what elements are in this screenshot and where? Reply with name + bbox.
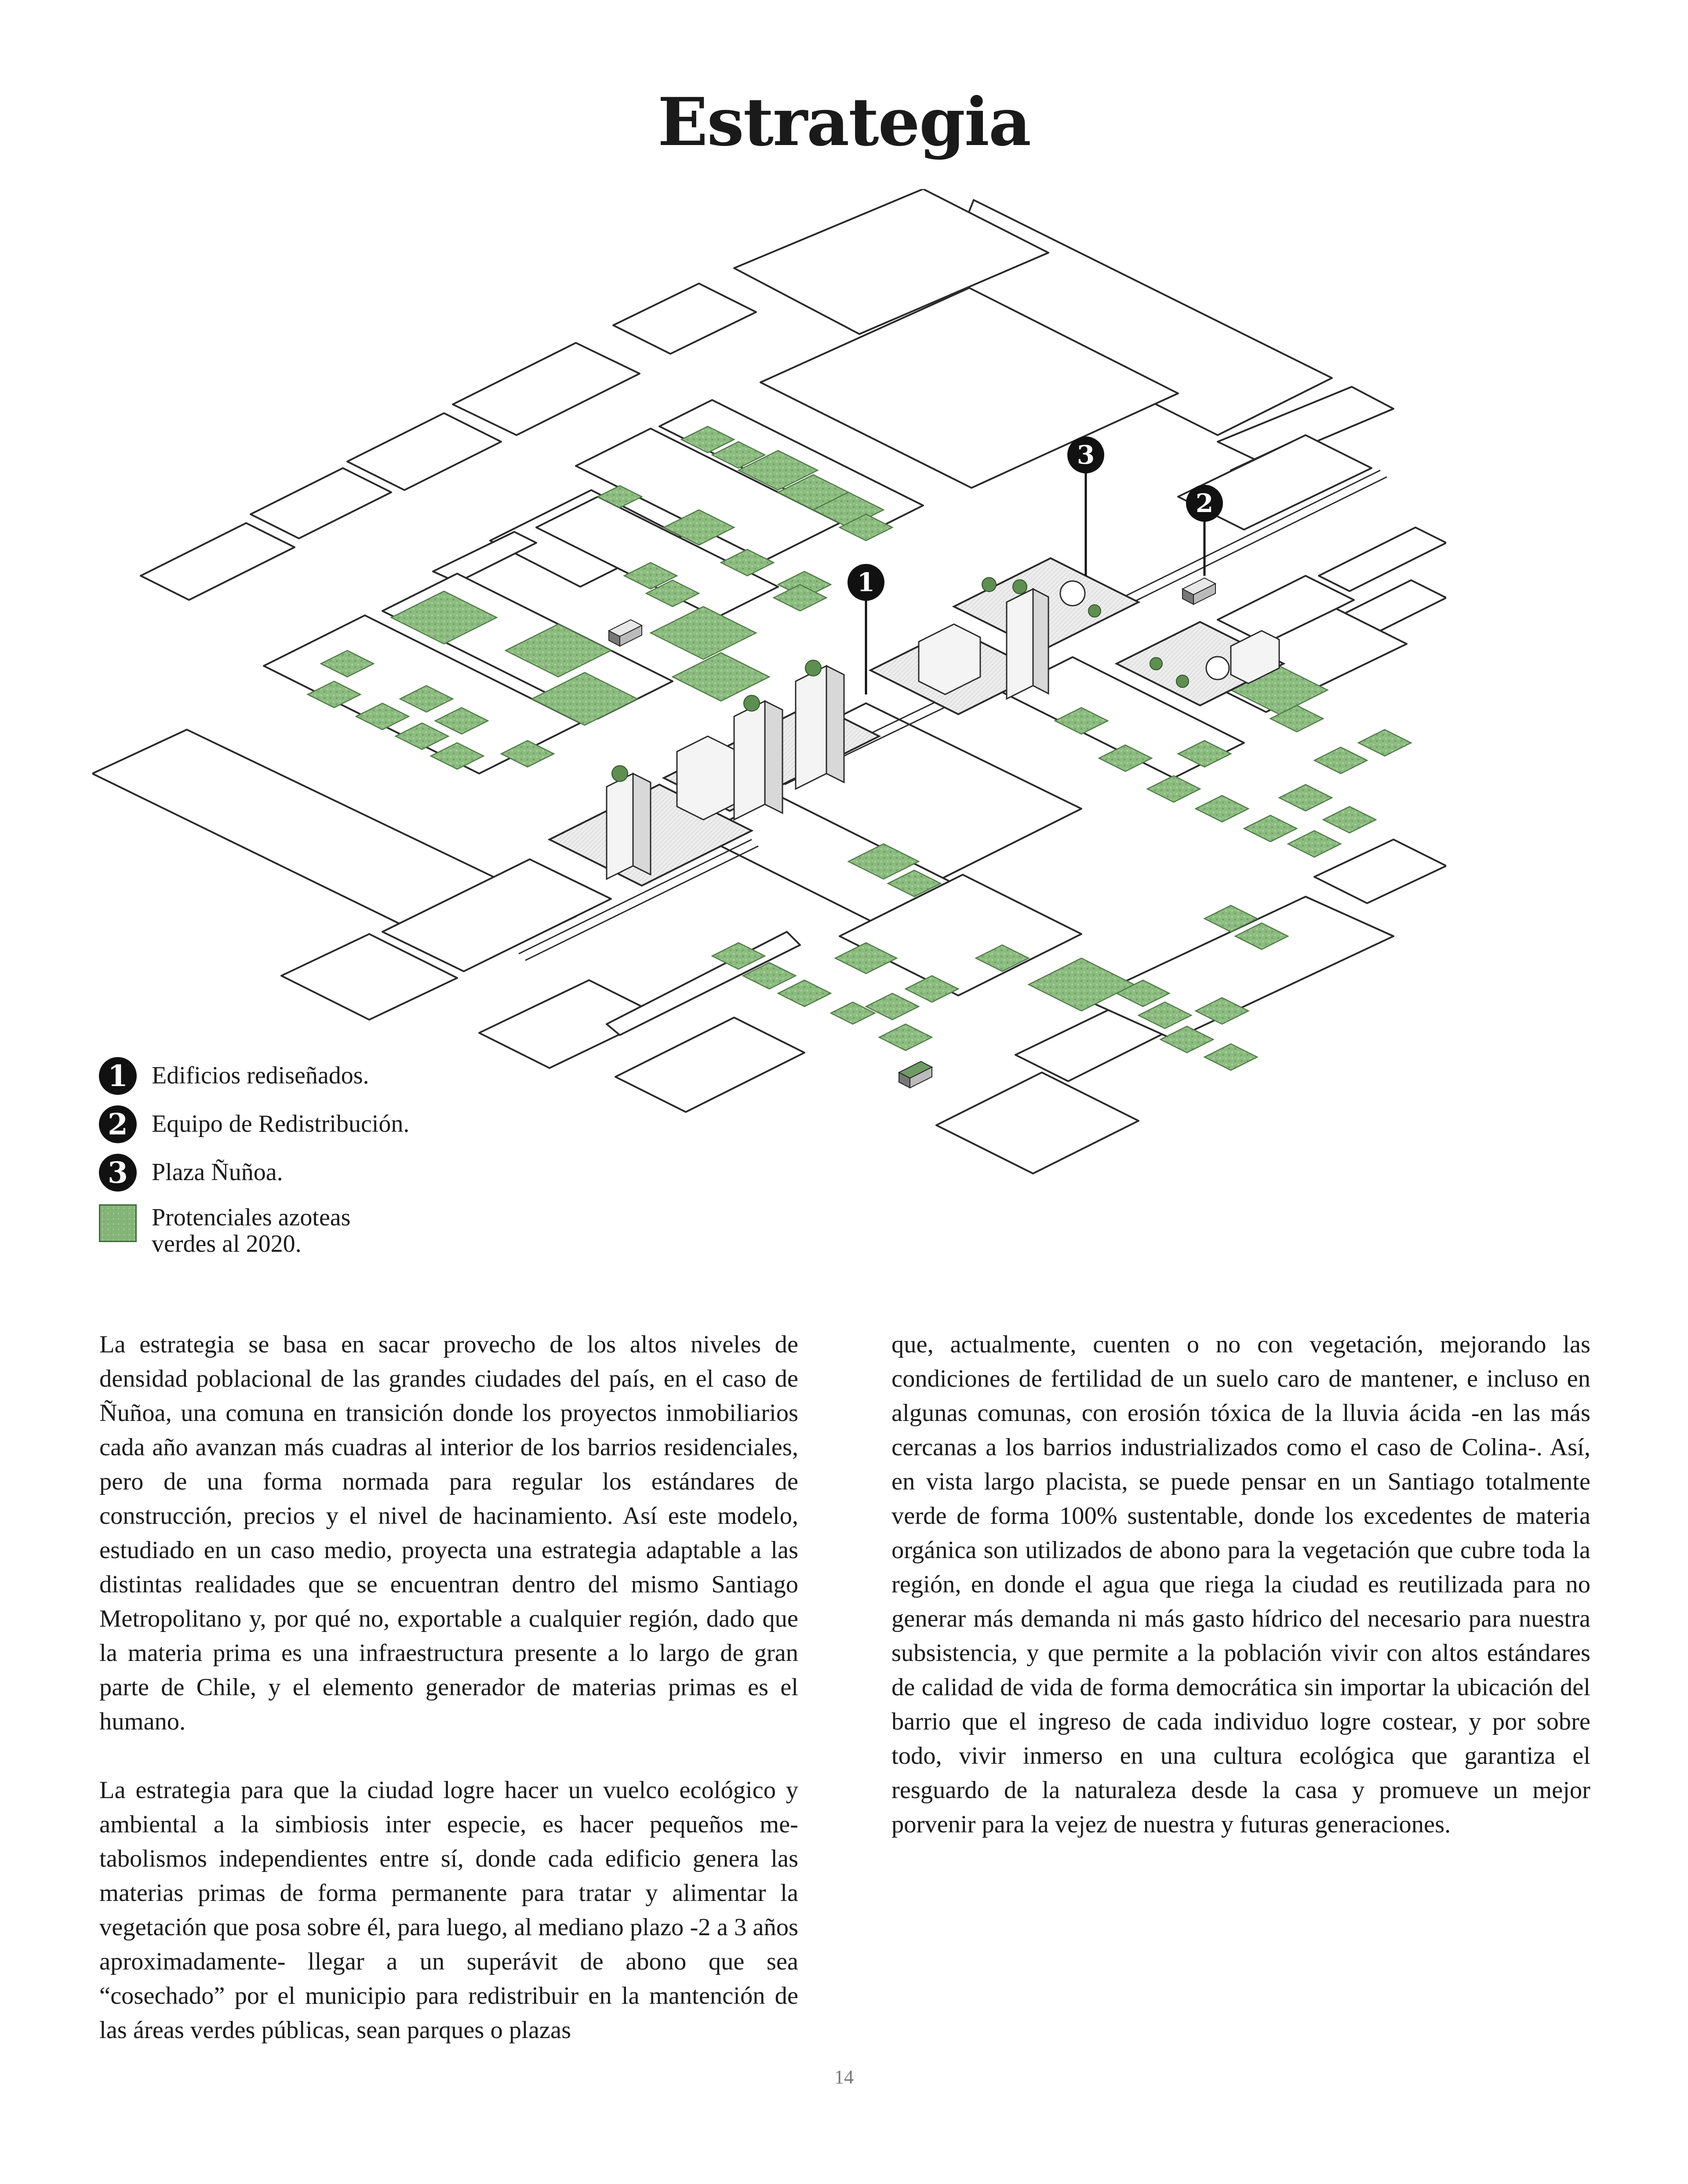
city-block bbox=[453, 343, 640, 435]
page-title: Estrategia bbox=[657, 84, 1031, 161]
tower bbox=[607, 774, 633, 879]
green-roof bbox=[1196, 796, 1248, 822]
marker-badge: 2 bbox=[99, 1105, 137, 1143]
marker-2-number: 2 bbox=[1195, 488, 1214, 518]
page-number: 14 bbox=[834, 2066, 854, 2088]
city-block bbox=[141, 523, 295, 600]
tree bbox=[1176, 675, 1189, 687]
legend-label: Equipo de Redistribución. bbox=[152, 1110, 410, 1137]
marker-1-number: 1 bbox=[857, 567, 875, 597]
marker-3-number: 3 bbox=[1077, 440, 1095, 470]
fountain bbox=[1060, 581, 1085, 606]
truck-icon bbox=[609, 620, 642, 646]
isometric-city-map bbox=[92, 189, 1446, 1178]
city-block bbox=[936, 1072, 1139, 1174]
legend-label: Plaza Ñuñoa. bbox=[152, 1159, 283, 1186]
marker-badge: 3 bbox=[99, 1154, 137, 1192]
tower bbox=[1007, 589, 1033, 699]
legend-item-redesigned-buildings bbox=[99, 1057, 369, 1095]
tree bbox=[982, 578, 996, 592]
legend-item-green-roofs bbox=[99, 1204, 350, 1257]
body-paragraph: La estrategia se basa en sacar provecho de los altos niveles de densidad poblacional de las grandes ciudades del país, en el caso de Ñuñoa, una comuna en transición donde los proyectos inmobiliarios cada año avanzan más cuadras al interior de los barrios residenciales, pero de una forma normada para regular los estándares de construcción, precios y el nivel de hacinamiento. Así este modelo, estudiado en un caso medio, proyecta una estrategia adaptable a las distintas realidades que se encuentran dentro del mismo Santiago Metropolitano y, por qué no, exportable a cualquier región, dado que la materia prima es una infraestructura presente a lo largo de gran parte de Chile, y el elemento generador de materias primas es el humano. bbox=[99, 1331, 798, 1735]
legend-label bbox=[152, 1204, 350, 1257]
body-paragraph: La estrategia para que la ciudad logre hacer un vuelco ecológico y ambiental a la simbiosis inter especie, es hacer pequeños metabolismos independientes entre sí, donde cada edificio genera las materias primas de forma permanente para tratar y alimentar la vegetación que posa sobre él, para luego, al mediano plazo -2 a 3 años aproximadamente- llegar a un superávit de abono que sea “cosechado” por el municipio para redistribuir en la mantención de las áreas verdes públicas, sean parques o plazas bbox=[99, 1777, 798, 2044]
tower bbox=[826, 666, 844, 782]
green-roof bbox=[673, 653, 769, 701]
green-roof bbox=[778, 980, 831, 1007]
green-roof bbox=[879, 1024, 932, 1050]
city-block bbox=[251, 468, 391, 538]
tree bbox=[1088, 605, 1101, 617]
tree bbox=[744, 695, 760, 711]
green-roof bbox=[866, 993, 919, 1020]
tree bbox=[805, 660, 821, 676]
marker-badge: 1 bbox=[99, 1057, 137, 1095]
city-block bbox=[1319, 527, 1446, 591]
legend-label: Edificios rediseñados. bbox=[152, 1062, 369, 1089]
green-roof bbox=[1358, 730, 1411, 756]
legend-item-plaza bbox=[99, 1154, 283, 1192]
city-block bbox=[1314, 839, 1446, 903]
green-roof bbox=[1244, 815, 1297, 842]
legend-label-line: verdes al 2020. bbox=[152, 1230, 302, 1257]
city-block bbox=[615, 1018, 804, 1112]
green-roof bbox=[1288, 831, 1341, 857]
green-roof bbox=[1204, 1044, 1257, 1070]
green-roof bbox=[651, 607, 756, 659]
truck-icon bbox=[899, 1061, 932, 1088]
legend-item-redistribution-team bbox=[99, 1105, 409, 1143]
body-paragraph: que, actualmente, cuenten o no con vegetación, mejorando las condiciones de fertilidad de un suelo caro de mantener, e incluso en algunas comunas, con erosión tóxica de la lluvia ácida -en las más cercanas a los barrios industrializados como el caso de Colina-. Así, en vista largo placista, se puede pensar en un Santiago totalmente verde de forma 100% sustentable, donde los excedentes de materia orgánica son utilizados de abono para la vegetación que cubre toda la región, en donde el agua que riega la ciudad es reutilizada para no generar más demanda ni más gasto hídrico del necesario para nuestra subsistencia, y que permite a la población vivir con altos estándares de calidad de vida de forma democrática sin importar la ubicación del barrio que el ingreso de cada individuo logre costear, y por sobre todo, vivir inmerso en una cultura ecológica que garantiza el resguardo de la naturaleza desde la casa y promueve un mejor porvenir para la vejez de nuestra y futuras generaciones. bbox=[891, 1331, 1590, 1838]
green-roof bbox=[1314, 747, 1367, 774]
green-roof bbox=[1279, 785, 1332, 811]
fountain bbox=[1206, 657, 1229, 680]
city-block bbox=[347, 413, 501, 490]
tree bbox=[612, 766, 628, 781]
green-roof-swatch bbox=[99, 1204, 137, 1242]
legend-label-line: Protenciales azoteas bbox=[152, 1204, 351, 1231]
truck-icon bbox=[1182, 578, 1215, 604]
building bbox=[677, 736, 734, 820]
green-roof bbox=[1323, 807, 1376, 833]
tower bbox=[1033, 589, 1048, 694]
green-roof bbox=[1147, 776, 1200, 802]
text-column-right bbox=[891, 1327, 1590, 1876]
tree bbox=[1150, 658, 1162, 670]
tower bbox=[796, 666, 826, 789]
city-block bbox=[613, 283, 756, 354]
tower bbox=[734, 701, 765, 820]
text-column-left bbox=[99, 1327, 798, 2082]
tower bbox=[765, 701, 782, 813]
tower bbox=[633, 774, 651, 875]
tree bbox=[1013, 580, 1027, 594]
